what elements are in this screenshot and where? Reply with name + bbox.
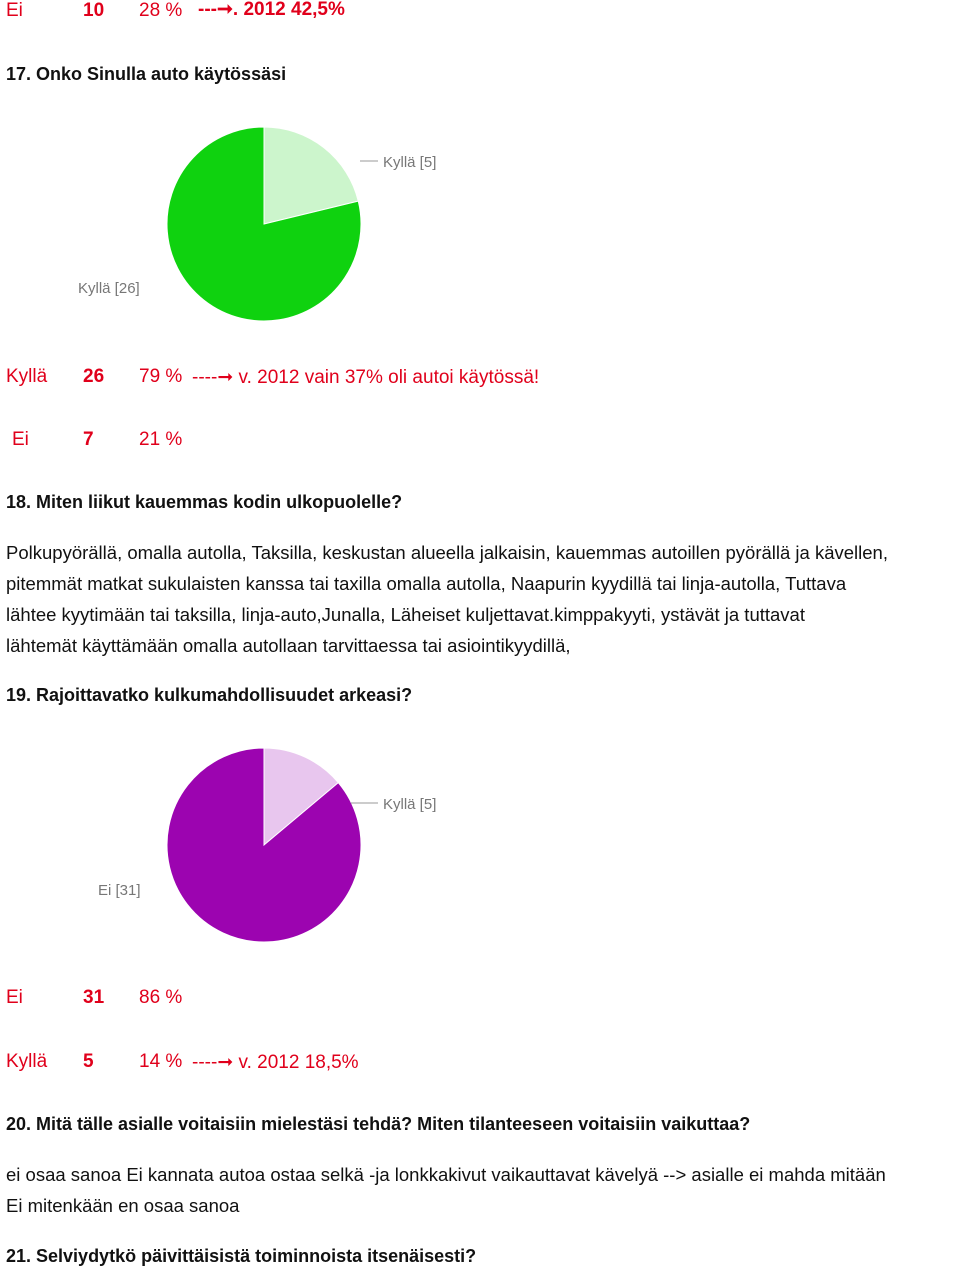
answer-comparison — [192, 1051, 359, 1074]
question-17-title: 17. Onko Sinulla auto käytössäsi — [6, 64, 287, 84]
prev-note: . 2012 42,5% — [232, 0, 345, 20]
answer-line: lähtemät käyttämään omalla autollaan tarvittaessa tai asiointikyydillä, — [6, 635, 571, 656]
pie-chart-q19 — [60, 735, 440, 960]
answer-label: Kyllä — [6, 1051, 48, 1072]
answer-line: Polkupyörällä, omalla autolla, Taksilla, keskustan alueella jalkaisin, kauemmas autoillen pyörällä ja kävellen, — [6, 542, 888, 563]
question-21-title: 21. Selviydytkö päivittäisistä toiminnoista itsenäisesti? — [6, 1246, 477, 1266]
comparison-note: v. 2012 18,5% — [233, 1052, 359, 1073]
answer-label: Ei — [6, 987, 23, 1008]
answer-count: 5 — [83, 1051, 94, 1072]
answer-label: Kyllä — [6, 366, 48, 387]
answer-line: lähtee kyytimään tai taksilla, linja-auto,Junalla, Läheiset kuljettavat.kimppakyyti, ystävät ja tuttavat — [6, 604, 805, 625]
comparison-note: v. 2012 vain 37% oli autoi käytössä! — [233, 367, 540, 388]
slice-label-q17-kylla: Kyllä [26] — [78, 280, 140, 297]
prev-dashes: --- — [198, 0, 217, 20]
arrow-right-icon: ➞ — [216, 0, 233, 20]
answer-count: 26 — [83, 366, 105, 387]
answer-pct: 21 % — [139, 429, 183, 450]
prev-answer-label: Ei — [6, 0, 23, 21]
prev-answer-comparison — [198, 0, 345, 21]
slice-label-q17-ei: Kyllä [5] — [383, 154, 437, 171]
question-18-title: 18. Miten liikut kauemmas kodin ulkopuolelle? — [6, 492, 403, 512]
answer-count: 7 — [83, 429, 94, 450]
question-20-title: 20. Mitä tälle asialle voitaisiin mielestäsi tehdä? Miten tilanteeseen voitaisiin vaikuttaa? — [6, 1114, 751, 1134]
slice-label-q19-ei: Ei [31] — [98, 882, 141, 899]
arrow-right-icon: ➞ — [217, 1052, 234, 1073]
answer-line: Ei mitenkään en osaa sanoa — [6, 1195, 240, 1216]
question-20-answer — [6, 1159, 886, 1221]
answer-line: ei osaa sanoa Ei kannata autoa ostaa selkä -ja lonkkakivut vaikauttavat kävelyä --> asialle ei mahda mitään — [6, 1164, 886, 1185]
answer-pct: 14 % — [139, 1051, 183, 1072]
prev-answer-pct: 28 % — [139, 0, 183, 21]
slice-label-q19-kylla: Kyllä [5] — [383, 796, 437, 813]
arrow-right-icon: ➞ — [217, 367, 234, 388]
answer-comparison — [192, 366, 539, 389]
answer-count: 31 — [83, 987, 105, 1008]
question-18-answer — [6, 537, 888, 661]
prev-answer-count: 10 — [83, 0, 105, 21]
answer-line: pitemmät matkat sukulaisten kanssa tai taxilla omalla autolla, Naapurin kyydillä tai linja-autolla, Tuttava — [6, 573, 847, 594]
answer-pct: 86 % — [139, 987, 183, 1008]
question-19-title: 19. Rajoittavatko kulkumahdollisuudet arkeasi? — [6, 685, 413, 705]
answer-label: Ei — [12, 429, 29, 450]
pie-chart-q17 — [60, 110, 440, 340]
dashes: ---- — [192, 1052, 218, 1073]
dashes: ---- — [192, 367, 218, 388]
answer-pct: 79 % — [139, 366, 183, 387]
